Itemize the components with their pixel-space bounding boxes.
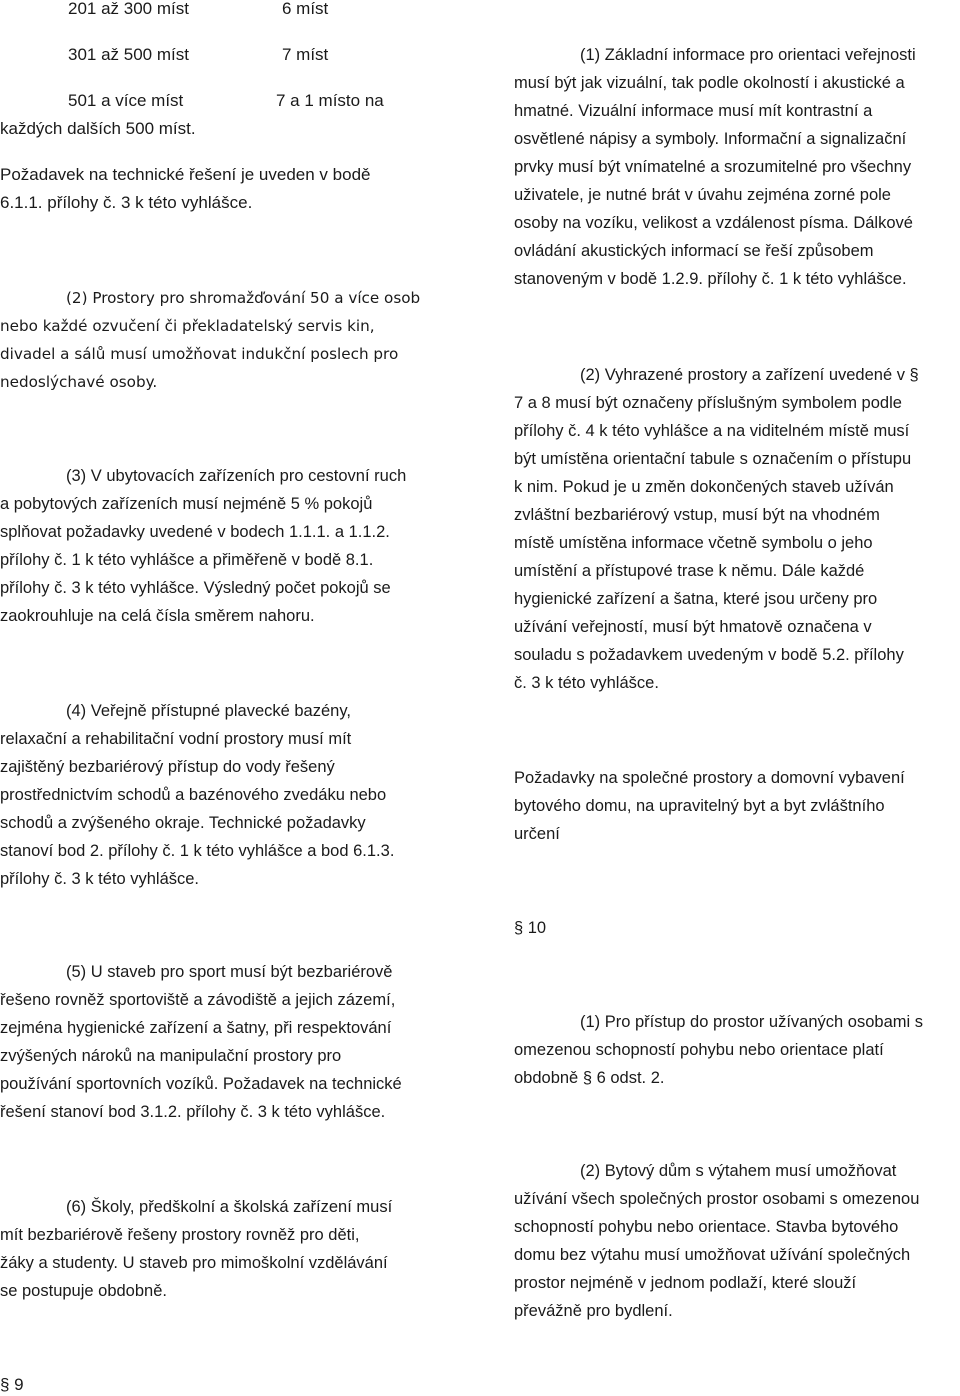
right-paragraph-2-line-11: souladu s požadavkem uvedeným v bodě 5.2. přílohy — [514, 646, 904, 664]
section-marker-10: § 10 — [514, 919, 547, 937]
right-paragraph-2-line-2: 7 a 8 musí být označeny příslušným symbolem podle — [514, 394, 902, 412]
paragraph-4-line-5: schodů a zvýšeného okraje. Technické požadavky — [0, 814, 366, 832]
paragraph-4-line-4: prostřednictvím schodů a bazénového zvedáku nebo — [0, 786, 387, 804]
paragraph-3-line-4: přílohy č. 1 k této vyhlášce a přiměřeně v bodě 8.1. — [0, 551, 374, 569]
s10-paragraph-2-line-5: prostor nejméně v jednom podlaží, které slouží — [514, 1274, 857, 1292]
paragraph-2-line-4: nedoslýchavé osoby. — [0, 373, 158, 391]
paragraph-2-line-1: (2) Prostory pro shromažďování 50 a více osob — [66, 289, 421, 307]
paragraph-2-line-3: divadel a sálů musí umožňovat indukční poslech pro — [0, 345, 399, 363]
s10-paragraph-1-line-2: omezenou schopností pohybu nebo orientace platí — [514, 1041, 884, 1059]
paragraph-5-line-6: řešení stanoví bod 3.1.2. přílohy č. 3 k této vyhlášce. — [0, 1103, 386, 1121]
right-paragraph-1-line-3: hmatné. Vizuální informace musí mít kontrastní a — [514, 102, 873, 120]
table-row-2-range: 301 až 500 míst — [68, 45, 189, 64]
table-row-3-value: 7 a 1 místo na — [276, 91, 384, 110]
paragraph-4-line-2: relaxační a rehabilitační vodní prostory musí mít — [0, 730, 352, 748]
right-paragraph-1-line-7: osoby na vozíku, velikost a vzdálenost písma. Dálkové — [514, 214, 913, 232]
right-paragraph-1-line-2: musí být jak vizuální, tak podle okolností i akustické a — [514, 74, 905, 92]
right-paragraph-1-line-8: ovládání akustických informací se řeší způsobem — [514, 242, 874, 260]
paragraph-6-line-4: se postupuje obdobně. — [0, 1282, 167, 1300]
paragraph-3-line-2: a pobytových zařízeních musí nejméně 5 % pokojů — [0, 495, 373, 513]
paragraph-3-line-5: přílohy č. 3 k této vyhlášce. Výsledný počet pokojů se — [0, 579, 391, 597]
paragraph-4-line-6: stanoví bod 2. přílohy č. 1 k této vyhlášce a bod 6.1.3. — [0, 842, 395, 860]
section-heading-line-1: Požadavky na společné prostory a domovní vybavení — [514, 769, 905, 787]
table-row-2-value: 7 míst — [282, 45, 329, 64]
s10-paragraph-2-line-4: domu bez výtahu musí umožňovat užívání společných — [514, 1246, 911, 1264]
paragraph-3-line-6: zaokrouhluje na celá čísla směrem nahoru. — [0, 607, 315, 625]
tech-requirement-line-2: 6.1.1. přílohy č. 3 k této vyhlášce. — [0, 193, 253, 212]
table-row-3-range: 501 a více míst — [68, 91, 184, 110]
paragraph-3-line-3: splňovat požadavky uvedené v bodech 1.1.1. a 1.1.2. — [0, 523, 390, 541]
section-marker-9: § 9 — [0, 1375, 24, 1394]
right-paragraph-2-line-1: (2) Vyhrazené prostory a zařízení uvedené v § — [580, 366, 919, 384]
table-row-1-range: 201 až 300 míst — [68, 0, 189, 18]
section-heading-line-3: určení — [514, 825, 560, 843]
s10-paragraph-2-line-1: (2) Bytový dům s výtahem musí umožňovat — [580, 1162, 897, 1180]
table-row-1-value: 6 míst — [282, 0, 329, 18]
right-paragraph-2-line-3: přílohy č. 4 k této vyhlášce a na viditelném místě musí — [514, 422, 910, 440]
right-paragraph-2-line-9: hygienické zařízení a šatna, které jsou určeny pro — [514, 590, 878, 608]
paragraph-6-line-1: (6) Školy, předškolní a školská zařízení musí — [66, 1198, 393, 1216]
s10-paragraph-2-line-2: užívání všech společných prostor osobami s omezenou — [514, 1190, 920, 1208]
table-row-3-continuation: každých dalších 500 míst. — [0, 119, 196, 138]
paragraph-5-line-5: používání sportovních vozíků. Požadavek na technické — [0, 1075, 402, 1093]
paragraph-2-line-2: nebo každé ozvučení či překladatelský servis kin, — [0, 317, 375, 335]
s10-paragraph-2-line-6: převážně pro bydlení. — [514, 1302, 673, 1320]
s10-paragraph-1-line-3: obdobně § 6 odst. 2. — [514, 1069, 665, 1087]
right-paragraph-2-line-6: zvláštní bezbariérový vstup, musí být na vhodném — [514, 506, 880, 524]
tech-requirement-line-1: Požadavek na technické řešení je uveden v bodě — [0, 165, 371, 184]
paragraph-4-line-3: zajištěný bezbariérový přístup do vody řešený — [0, 758, 335, 776]
paragraph-4-line-1: (4) Veřejně přístupné plavecké bazény, — [66, 702, 351, 720]
paragraph-5-line-4: zvýšených nároků na manipulační prostory pro — [0, 1047, 342, 1065]
right-paragraph-1-line-9: stanoveným v bodě 1.2.9. přílohy č. 1 k této vyhlášce. — [514, 270, 907, 288]
section-heading-line-2: bytového domu, na upravitelný byt a byt zvláštního — [514, 797, 885, 815]
right-paragraph-1-line-1: (1) Základní informace pro orientaci veřejnosti — [580, 46, 916, 64]
paragraph-6-line-3: žáky a studenty. U staveb pro mimoškolní vzdělávání — [0, 1254, 388, 1272]
right-paragraph-1-line-6: uživatele, je nutné brát v úvahu zejména zorné pole — [514, 186, 891, 204]
s10-paragraph-1-line-1: (1) Pro přístup do prostor užívaných osobami s — [580, 1013, 923, 1031]
right-paragraph-2-line-8: umístění a přístupové trase k němu. Dále každé — [514, 562, 865, 580]
paragraph-5-line-3: zejména hygienické zařízení a šatny, při respektování — [0, 1019, 392, 1037]
paragraph-5-line-1: (5) U staveb pro sport musí být bezbariérově — [66, 963, 393, 981]
paragraph-4-line-7: přílohy č. 3 k této vyhlášce. — [0, 870, 200, 888]
paragraph-3-line-1: (3) V ubytovacích zařízeních pro cestovní ruch — [66, 467, 407, 485]
right-paragraph-2-line-12: č. 3 k této vyhlášce. — [514, 674, 659, 692]
right-paragraph-2-line-10: užívání veřejností, musí být hmatově označena v — [514, 618, 872, 636]
right-paragraph-2-line-7: místě umístěna informace včetně symbolu o jeho — [514, 534, 873, 552]
right-paragraph-1-line-4: osvětlené nápisy a symboly. Informační a signalizační — [514, 130, 907, 148]
paragraph-6-line-2: mít bezbariérově řešeny prostory rovněž pro děti, — [0, 1226, 360, 1244]
s10-paragraph-2-line-3: schopností pohybu nebo orientace. Stavba bytového — [514, 1218, 899, 1236]
right-paragraph-1-line-5: prvky musí být vnímatelné a srozumitelné pro všechny — [514, 158, 912, 176]
right-paragraph-2-line-5: k nim. Pokud je u změn dokončených staveb užíván — [514, 478, 894, 496]
paragraph-5-line-2: řešeno rovněž sportoviště a závodiště a jejich zázemí, — [0, 991, 396, 1009]
right-paragraph-2-line-4: být umístěna orientační tabule s označením o přístupu — [514, 450, 912, 468]
